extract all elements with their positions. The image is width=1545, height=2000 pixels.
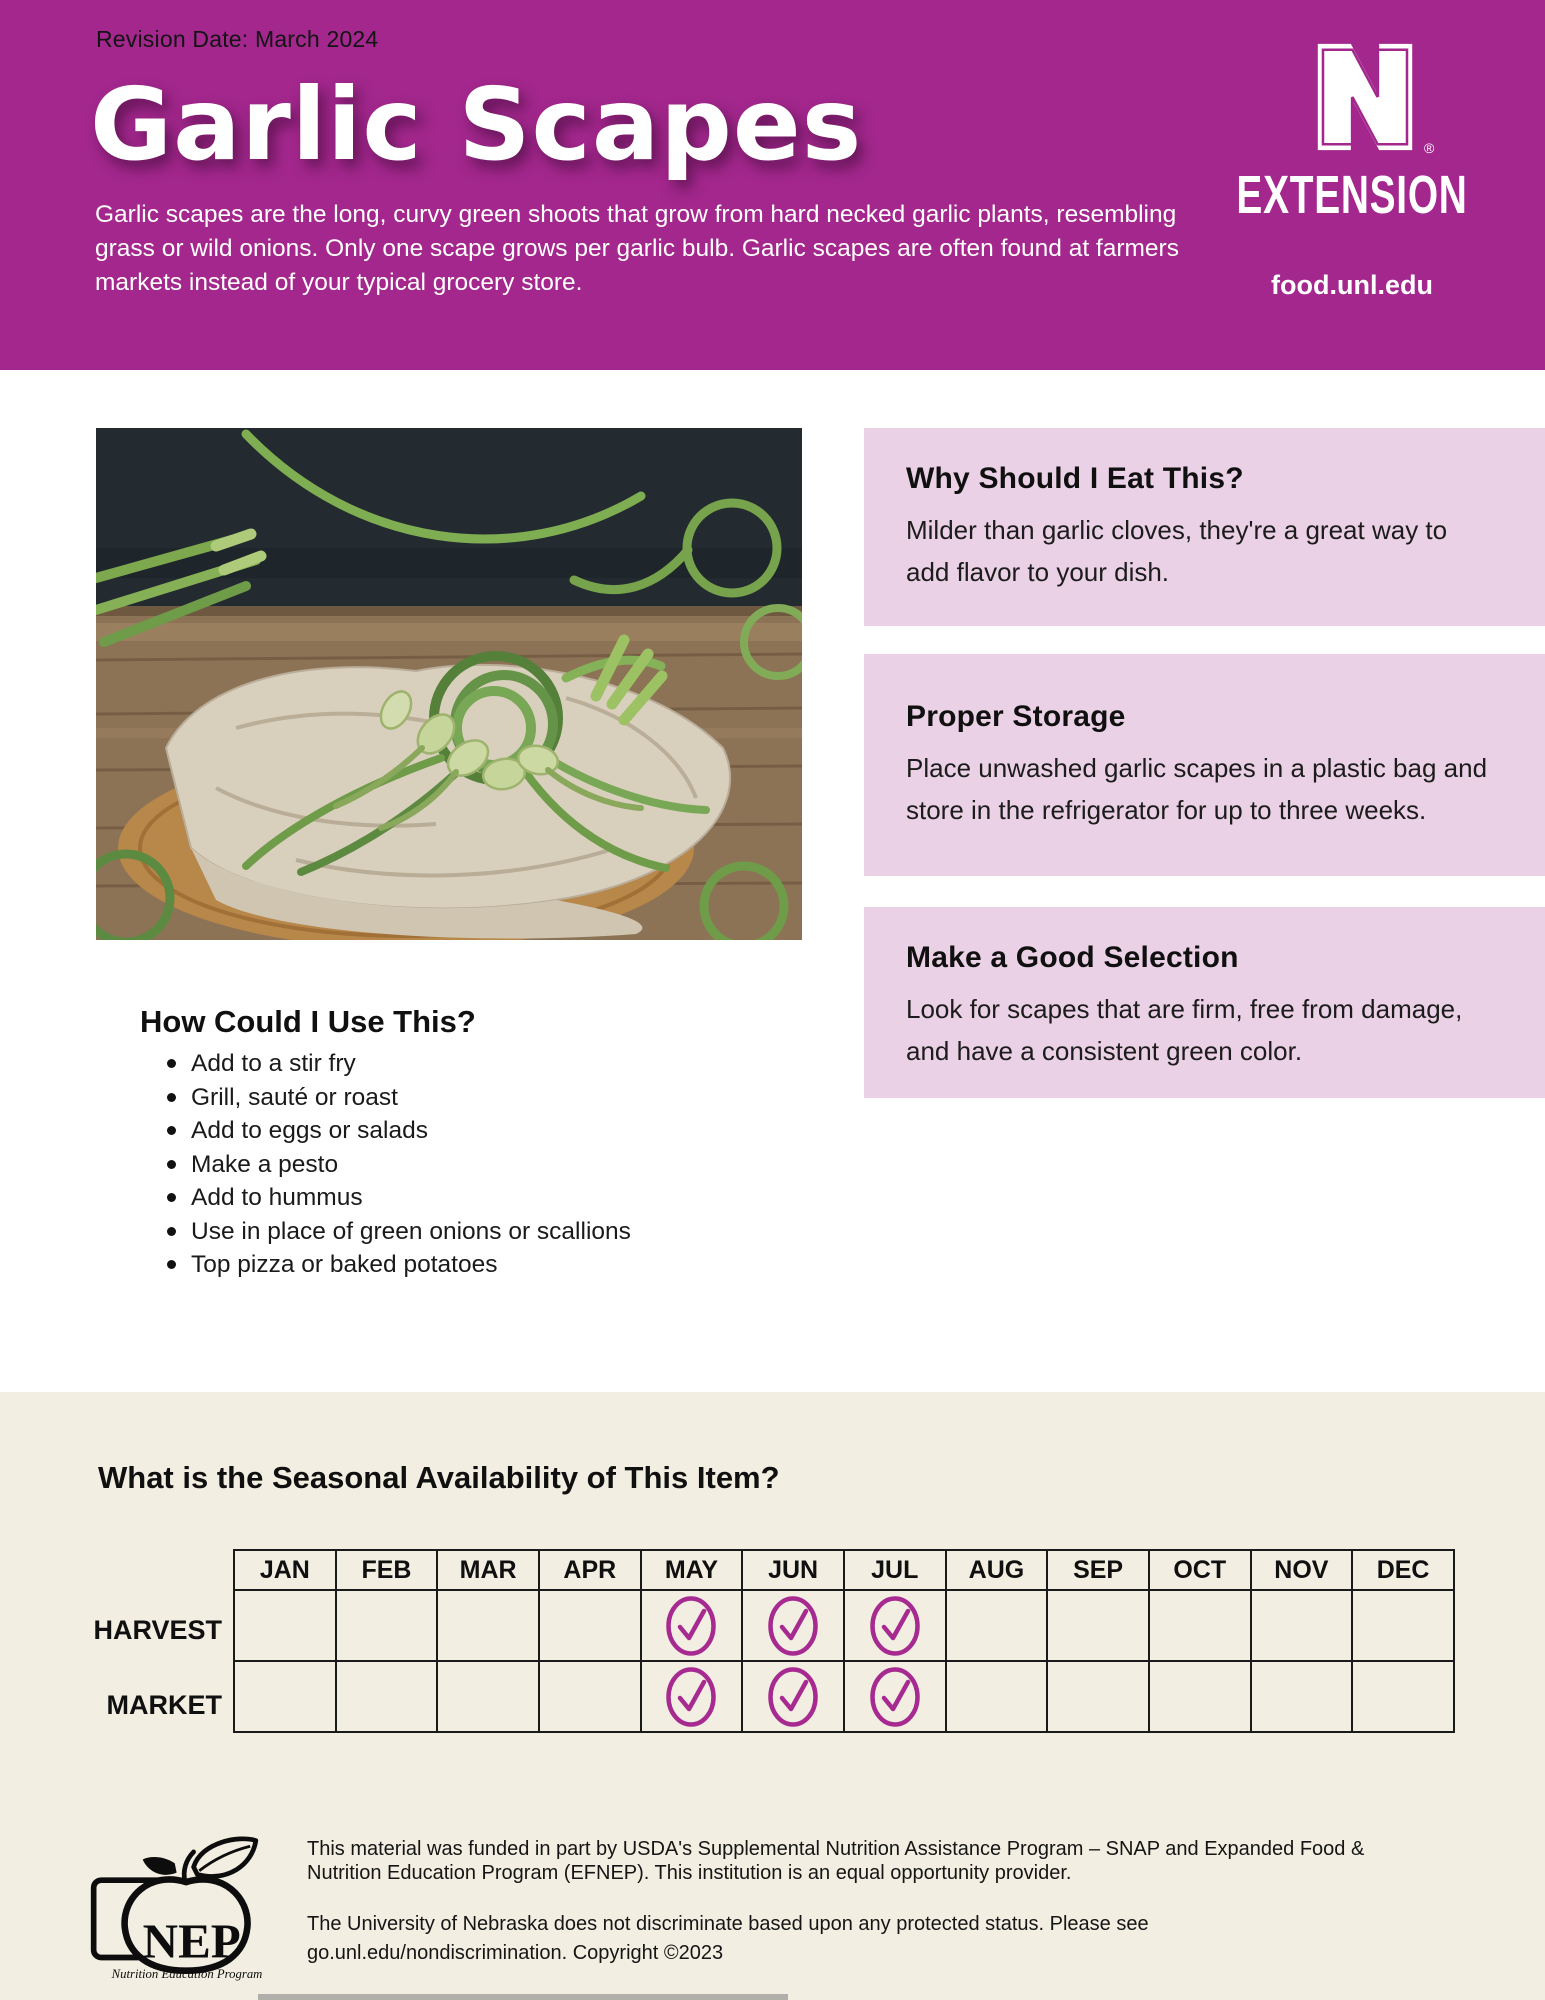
- info-box-body: Milder than garlic cloves, they're a great way to add flavor to your dish.: [906, 515, 1448, 587]
- revision-date: Revision Date: March 2024: [96, 26, 379, 52]
- seasonal-heading: What is the Seasonal Availability of This Item?: [98, 1460, 780, 1495]
- availability-cell: [946, 1661, 1048, 1732]
- checkmark-icon: [767, 1595, 819, 1657]
- nep-acronym: NEP: [142, 1913, 241, 1969]
- registered-mark: ®: [1424, 140, 1435, 156]
- month-header: NOV: [1251, 1550, 1353, 1590]
- info-box-heading: Why Should I Eat This?: [906, 462, 1244, 495]
- availability-cell: [1352, 1590, 1454, 1661]
- availability-cell: [641, 1590, 743, 1661]
- month-header: DEC: [1352, 1550, 1454, 1590]
- availability-cell: [1251, 1661, 1353, 1732]
- market-row: [234, 1661, 1454, 1732]
- info-box-selection: [864, 907, 1545, 1098]
- availability-cell: [742, 1661, 844, 1732]
- header-band: [0, 0, 1545, 370]
- availability-cell: [1149, 1661, 1251, 1732]
- availability-cell: [1149, 1590, 1251, 1661]
- month-header: APR: [539, 1550, 641, 1590]
- info-box-heading: Proper Storage: [906, 700, 1126, 733]
- month-header-row: [234, 1550, 1454, 1590]
- garlic-scapes-photo: [96, 428, 802, 940]
- month-header: FEB: [336, 1550, 438, 1590]
- usage-heading: How Could I Use This?: [140, 1004, 476, 1039]
- availability-cell: [336, 1661, 438, 1732]
- usage-item: Top pizza or baked potatoes: [160, 1248, 631, 1282]
- checkmark-icon: [665, 1595, 717, 1657]
- usage-item: Add to hummus: [160, 1181, 631, 1215]
- usage-list: [160, 1047, 631, 1282]
- extension-wordmark: EXTENSION: [1236, 165, 1468, 225]
- availability-cell: [539, 1590, 641, 1661]
- nep-logo: [88, 1834, 286, 1987]
- row-label-harvest: HARVEST: [93, 1615, 222, 1645]
- availability-cell: [844, 1590, 946, 1661]
- info-box-body: Place unwashed garlic scapes in a plastic bag and store in the refrigerator for up to three weeks.: [906, 753, 1488, 825]
- intro-paragraph: Garlic scapes are the long, curvy green shoots that grow from hard necked garlic plants, resembling grass or wild onions. Only one scape grows per garlic bulb. Garlic scapes are often found at farmers markets instead of your typical grocery store.: [95, 201, 1179, 296]
- availability-cell: [1352, 1661, 1454, 1732]
- month-header: AUG: [946, 1550, 1048, 1590]
- availability-cell: [234, 1590, 336, 1661]
- availability-cell: [1047, 1590, 1149, 1661]
- row-label-market: MARKET: [106, 1690, 222, 1720]
- funding-statement: This material was funded in part by USDA's Supplemental Nutrition Assistance Program – SNAP and Expanded Food & Nutrition Education Program (EFNEP). This institution is an equal opportunity provider.: [307, 1838, 1365, 1884]
- checkmark-icon: [869, 1666, 921, 1728]
- availability-cell: [946, 1590, 1048, 1661]
- month-header: JUL: [844, 1550, 946, 1590]
- availability-cell: [234, 1661, 336, 1732]
- month-header: JUN: [742, 1550, 844, 1590]
- availability-table: [233, 1549, 1455, 1733]
- month-header: JAN: [234, 1550, 336, 1590]
- availability-cell: [641, 1661, 743, 1732]
- page-title: Garlic Scapes: [90, 66, 863, 183]
- site-url: food.unl.edu: [1271, 270, 1433, 300]
- availability-cell: [539, 1661, 641, 1732]
- nebraska-n-logo-icon: [1306, 38, 1424, 161]
- info-box-why-eat: [864, 428, 1545, 626]
- month-header: OCT: [1149, 1550, 1251, 1590]
- info-box-body: Look for scapes that are firm, free from damage, and have a consistent green color.: [906, 994, 1463, 1066]
- checkmark-icon: [767, 1666, 819, 1728]
- usage-item: Add to a stir fry: [160, 1047, 631, 1081]
- usage-item: Make a pesto: [160, 1148, 631, 1182]
- usage-item: Add to eggs or salads: [160, 1114, 631, 1148]
- checkmark-icon: [869, 1595, 921, 1657]
- availability-cell: [742, 1590, 844, 1661]
- availability-cell: [437, 1590, 539, 1661]
- availability-cell: [844, 1661, 946, 1732]
- checkmark-icon: [665, 1666, 717, 1728]
- month-header: SEP: [1047, 1550, 1149, 1590]
- month-header: MAR: [437, 1550, 539, 1590]
- info-box-storage: [864, 654, 1545, 876]
- month-header: MAY: [641, 1550, 743, 1590]
- nondiscrimination-statement: The University of Nebraska does not discriminate based upon any protected status. Please see go.unl.edu/nondiscrimination. Copyright ©2023: [307, 1913, 1149, 1964]
- availability-cell: [1251, 1590, 1353, 1661]
- availability-cell: [336, 1590, 438, 1661]
- usage-item: Use in place of green onions or scallions: [160, 1215, 631, 1249]
- usage-item: Grill, sauté or roast: [160, 1081, 631, 1115]
- availability-cell: [437, 1661, 539, 1732]
- nep-caption: Nutrition Education Program: [111, 1967, 263, 1982]
- page-bottom-edge-mark: [258, 1994, 788, 2000]
- info-box-heading: Make a Good Selection: [906, 941, 1239, 974]
- availability-cell: [1047, 1661, 1149, 1732]
- harvest-row: [234, 1590, 1454, 1661]
